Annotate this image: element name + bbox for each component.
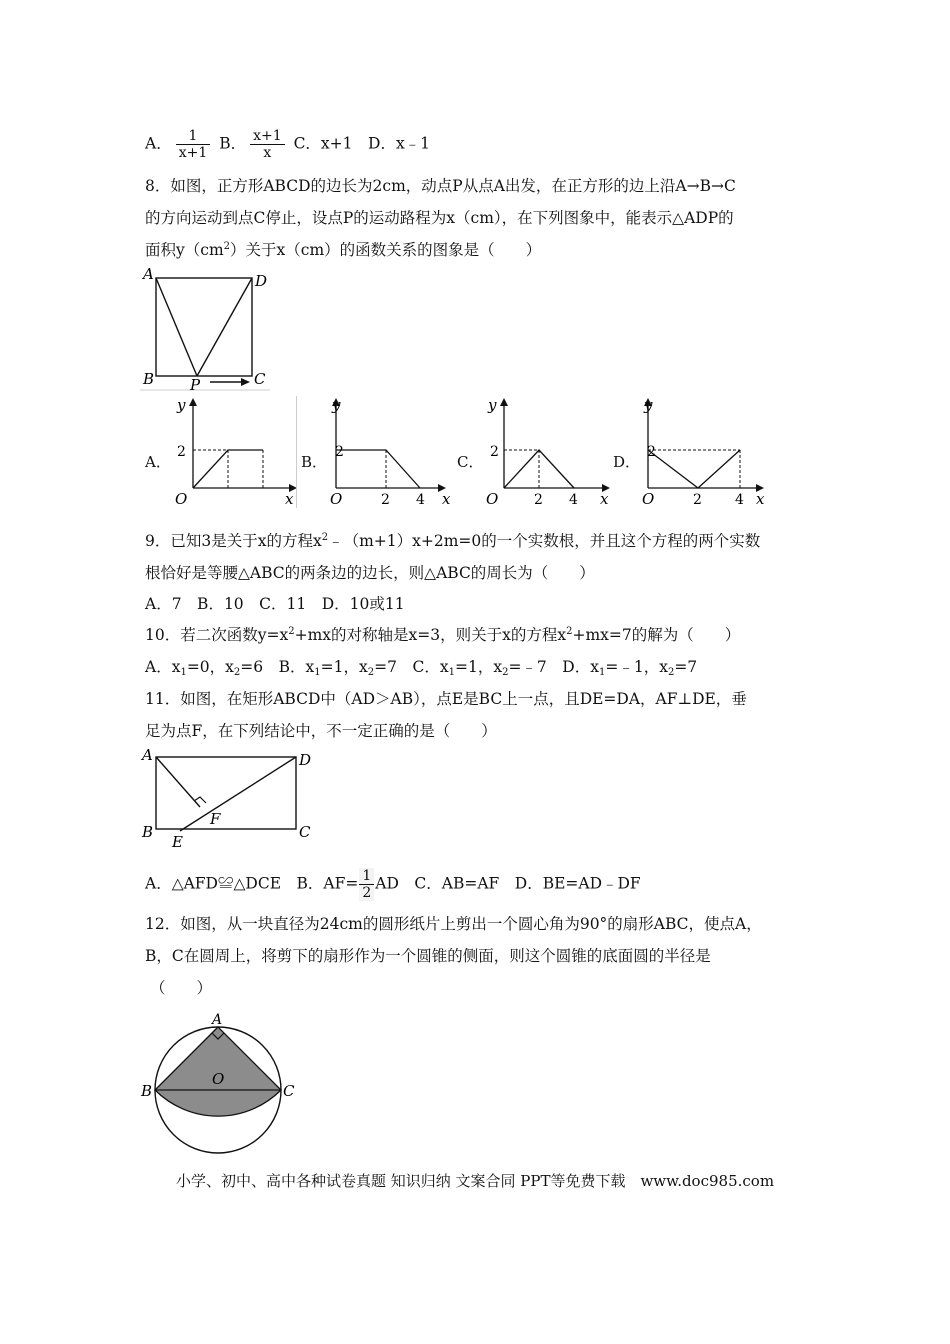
q10-opt-b1: =1，x [320, 658, 368, 676]
q10-opt-d2: =7 [674, 658, 698, 676]
q7-options-c-d: C．x+1 D．x﹣1 [293, 134, 431, 153]
fraction-denominator: x+1 [178, 145, 208, 161]
tick-label-4: 4 [569, 492, 578, 508]
q11-opt-a: A．△AFD≌△DCE B．AF= [145, 874, 359, 893]
tick-label-4: 4 [735, 492, 744, 508]
q10-opt-c: C．x [396, 658, 449, 676]
fraction-denominator: 2 [362, 885, 372, 901]
q10-opt-d1: =﹣1，x [605, 658, 668, 676]
q8-option-b-label: B． [301, 453, 328, 471]
q10-stem [145, 625, 740, 645]
fraction-numerator: 1 [176, 128, 211, 145]
tick-label-2: 2 [177, 444, 186, 460]
y-axis-label: y [488, 396, 497, 414]
origin-label: O [486, 490, 499, 508]
q10-opt-b2: =7 [374, 658, 397, 676]
x-axis-label: x [442, 490, 451, 508]
q9-line-1-post: ﹣（m+1）x+2m=0的一个实数根，并且这个方程的两个实数 [328, 532, 761, 550]
q8-line-3 [145, 240, 541, 260]
label-c: C [254, 370, 266, 388]
q9-options: A．7 B．10 C．11 D．10或11 [145, 595, 405, 613]
y-axis-label: y [177, 396, 186, 414]
q10-opt-d: D．x [546, 658, 599, 676]
subscript: 1 [314, 667, 321, 678]
tick-label-2-x: 2 [534, 492, 543, 508]
q8-line-3-post: ）关于x（cm）的函数关系的图象是（ ） [230, 241, 542, 259]
q8-option-a-label: A． [145, 453, 171, 471]
q12-line-1: 12．如图，从一块直径为24cm的圆形纸片上剪出一个圆心角为90°的扇形ABC，使点A， [145, 915, 762, 933]
q7-option-a-fraction [176, 128, 211, 161]
q8-graph-c [476, 392, 616, 510]
tick-label-2-x: 2 [381, 492, 390, 508]
q8-line-1: 8．如图，正方形ABCD的边长为2cm，动点P从点A出发，在正方形的边上沿A→B→C [145, 177, 736, 195]
q10-opt-a2: =6 [240, 658, 264, 676]
label-c: C [299, 823, 311, 841]
q7-option-b-fraction [250, 128, 285, 161]
origin-label: O [175, 490, 188, 508]
q7-options [145, 128, 430, 161]
q11-options [145, 868, 641, 901]
subscript: 2 [667, 667, 675, 678]
label-p: P [190, 376, 201, 394]
label-a: A [212, 1012, 223, 1028]
tick-label-2: 2 [490, 444, 499, 460]
q8-superscript: 2 [223, 241, 231, 252]
label-e: E [172, 833, 183, 851]
q11-line-1: 11．如图，在矩形ABCD中（AD＞AB），点E是BC上一点，且DE=DA，AF⊥DE，垂 [145, 690, 747, 708]
q10-opt-c1: =1，x [454, 658, 503, 676]
origin-label: O [642, 490, 655, 508]
q10-opt-a: A．x [145, 658, 181, 676]
q9-superscript: 2 [321, 532, 329, 543]
tick-label-2-x: 2 [693, 492, 702, 508]
graph-d-curve [648, 450, 740, 488]
q8-graph-d [632, 392, 772, 510]
segment-dp [197, 278, 252, 376]
segment-ap [156, 278, 197, 376]
tick-label-2: 2 [647, 444, 656, 460]
label-c: C [283, 1082, 295, 1100]
q8-option-d-label: D． [613, 453, 641, 471]
x-axis-label: x [285, 490, 294, 508]
origin-label: O [330, 490, 343, 508]
segment-af [156, 757, 200, 807]
q8-line-3-pre: 面积y（cm [145, 241, 224, 259]
label-o: O [212, 1070, 225, 1088]
label-d: D [255, 272, 268, 290]
q8-graph-a [165, 392, 300, 510]
q10-sup-2: 2 [566, 626, 573, 637]
q12-line-3: （ ） [150, 979, 213, 997]
label-a: A [143, 265, 154, 283]
label-d: D [299, 751, 312, 769]
subscript: 2 [367, 667, 375, 678]
q12-circle-figure [138, 1008, 298, 1154]
subscript: 1 [448, 667, 455, 678]
q8-option-c-label: C． [457, 453, 484, 471]
label-a: A [142, 746, 153, 764]
page-footer: 小学、初中、高中各种试卷真题 知识归纳 文案合同 PPT等免费下载 www.doc985.com [175, 1172, 775, 1190]
x-axis-label: x [600, 490, 609, 508]
q11-opt-rest: AD C．AB=AF D．BE=AD﹣DF [375, 874, 641, 893]
y-axis-label: y [644, 396, 653, 414]
x-axis-label: x [756, 490, 765, 508]
q10-stem-b: +mx的对称轴是x=3，则关于x的方程x [294, 626, 567, 644]
square-abcd [156, 278, 252, 376]
q12-line-2: B，C在圆周上，将剪下的扇形作为一个圆锥的侧面，则这个圆锥的底面圆的半径是 [145, 947, 711, 965]
q7-option-b-label: B． [219, 134, 247, 153]
subscript: 1 [180, 667, 187, 678]
q10-options [145, 657, 697, 677]
label-b: B [141, 1082, 153, 1100]
fraction-numerator: 1 [359, 868, 374, 885]
q11-line-2: 足为点F，在下列结论中，不一定正确的是（ ） [145, 722, 497, 740]
q11-fraction [359, 868, 374, 901]
q11-rectangle-figure [140, 745, 320, 853]
q7-option-a-label: A． [145, 134, 172, 153]
fraction-numerator: x+1 [250, 128, 285, 145]
tick-label-4: 4 [416, 492, 425, 508]
subscript: 2 [233, 667, 241, 678]
label-b: B [143, 370, 155, 388]
arrow-head [241, 378, 250, 386]
q9-line-1-pre: 9．已知3是关于x的方程x [145, 532, 322, 550]
q10-stem-a: 10．若二次函数y=x [145, 626, 289, 644]
q10-opt-c2: =﹣7 [508, 658, 547, 676]
q8-square-figure [140, 264, 280, 394]
q8-line-2: 的方向运动到点C停止，设点P的运动路程为x（cm），在下列图象中，能表示△ADP的 [145, 209, 734, 227]
subscript: 1 [598, 667, 606, 678]
graph-b-curve [336, 450, 420, 488]
q9-line-2: 根恰好是等腰△ABC的两条边的边长，则△ABC的周长为（ ） [145, 564, 595, 582]
q10-opt-b: B．x [263, 658, 315, 676]
q10-stem-c: +mx=7的解为（ ） [572, 626, 741, 644]
y-axis-label: y [332, 396, 341, 414]
rectangle-abcd [156, 757, 296, 829]
subscript: 2 [502, 667, 509, 678]
label-f: F [210, 810, 221, 828]
tick-label-2: 2 [335, 444, 344, 460]
q8-graph-b [320, 392, 460, 510]
segment-de [180, 757, 296, 831]
label-b: B [142, 823, 154, 841]
q10-opt-a1: =0，x [186, 658, 234, 676]
q10-sup-1: 2 [288, 626, 295, 637]
fraction-denominator: x [263, 145, 272, 161]
q9-line-1 [145, 531, 760, 551]
divider [296, 396, 297, 508]
